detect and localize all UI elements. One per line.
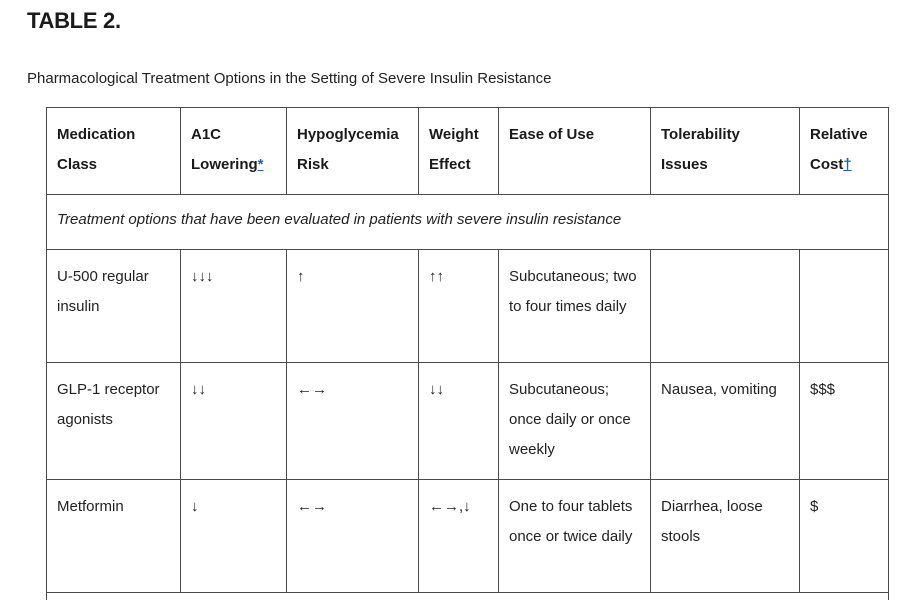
- cell-medication-class: Metformin: [47, 480, 181, 593]
- cell-weight-effect: ←→,↓: [419, 480, 499, 593]
- column-header-weight-effect: Weight Effect: [419, 108, 499, 195]
- column-header-hypoglycemia-risk: Hypoglycemia Risk: [287, 108, 419, 195]
- cell-ease-of-use: One to four tablets once or twice daily: [499, 480, 651, 593]
- cell-tolerability: Diarrhea, loose stools: [651, 480, 800, 593]
- cell-tolerability: Nausea, vomiting: [651, 363, 800, 480]
- treatment-table: [46, 107, 889, 600]
- cell-ease-of-use: Subcutaneous; once daily or once weekly: [499, 363, 651, 480]
- cell-relative-cost: $$$: [800, 363, 889, 480]
- table-caption: Pharmacological Treatment Options in the Setting of Severe Insulin Resistance: [27, 70, 552, 87]
- cell-hypoglycemia-risk: ←→: [287, 363, 419, 480]
- column-header-tolerability: Tolerability Issues: [651, 108, 800, 195]
- table-row-partial: [47, 593, 889, 600]
- column-header-ease-of-use: Ease of Use: [499, 108, 651, 195]
- cell-a1c-lowering: ↓: [181, 480, 287, 593]
- cell-ease-of-use: Subcutaneous; two to four times daily: [499, 250, 651, 363]
- cell-a1c-lowering: ↓↓: [181, 363, 287, 480]
- section-label: Treatment options that have been evaluated in patients with severe insulin resistance: [47, 195, 889, 250]
- table-title: TABLE 2.: [27, 8, 121, 33]
- cell-relative-cost: [800, 250, 889, 363]
- cell-relative-cost: $: [800, 480, 889, 593]
- table-header-row: [47, 108, 889, 195]
- table-container: [46, 107, 888, 600]
- cell-tolerability: [651, 250, 800, 363]
- column-header-medication-class: Medication Class: [47, 108, 181, 195]
- cell-a1c-lowering: ↓↓↓: [181, 250, 287, 363]
- cell-hypoglycemia-risk: ←→: [287, 480, 419, 593]
- footnote-link-dagger[interactable]: †: [843, 156, 852, 173]
- cell-hypoglycemia-risk: ↑: [287, 250, 419, 363]
- cell-weight-effect: ↓↓: [419, 363, 499, 480]
- table-row: [47, 363, 889, 480]
- footnote-link-asterisk[interactable]: *: [257, 156, 264, 173]
- table-row: [47, 250, 889, 363]
- column-header-a1c-lowering: A1C Lowering*: [181, 108, 287, 195]
- cell-medication-class: GLP-1 receptor agonists: [47, 363, 181, 480]
- table-row: [47, 480, 889, 593]
- column-header-relative-cost: Relative Cost†: [800, 108, 889, 195]
- cell-medication-class: U-500 regular insulin: [47, 250, 181, 363]
- cell-partial: [47, 593, 889, 600]
- section-row: [47, 195, 889, 250]
- cell-weight-effect: ↑↑: [419, 250, 499, 363]
